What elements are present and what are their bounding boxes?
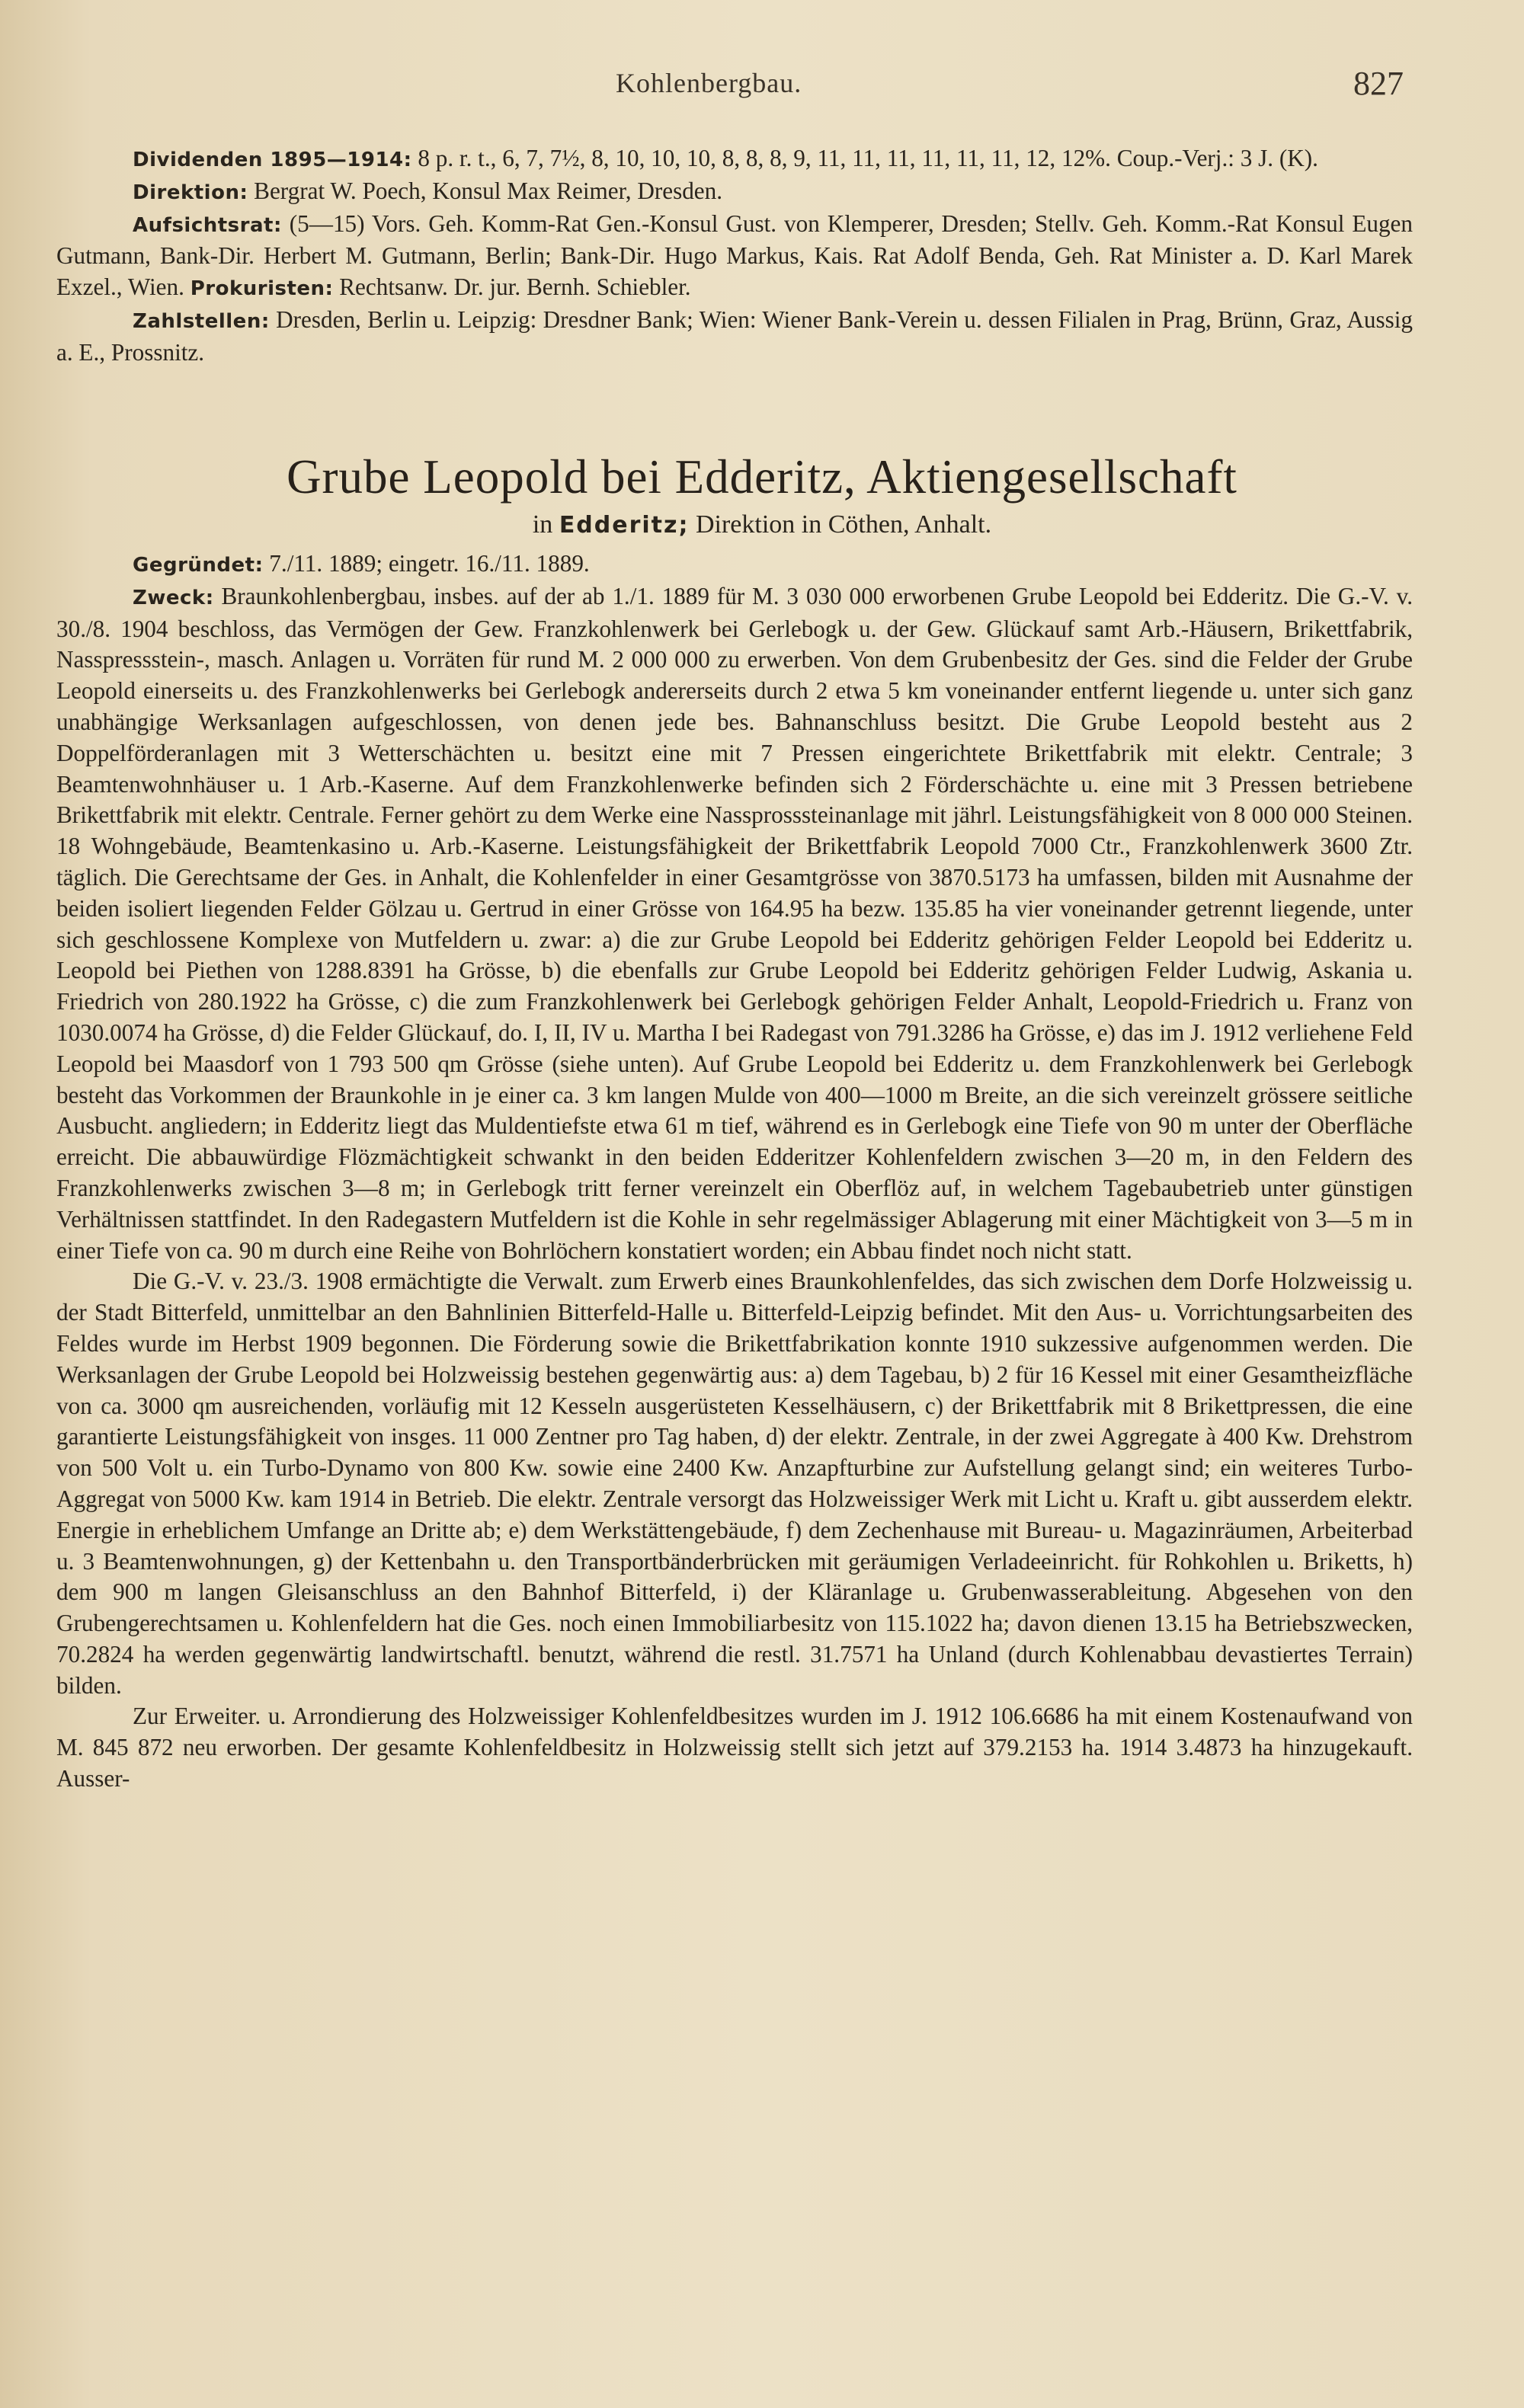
- aufsichtsrat-text: (5—15) Vors. Geh. Komm-Rat Gen.-Konsul Gust. von Klemperer, Dresden; Stellv. Geh. Komm.-Rat Konsul Eugen Gutmann, Bank-Dir. Herbert M. Gutmann, Berlin; Bank-Dir. Hugo Markus, Kais. Rat Adolf Benda, Geh. Rat Minister a. D. Karl Marek Exzel., Wien.: [56, 209, 1413, 301]
- company-subtitle: [0, 510, 1524, 539]
- direktion-text: Bergrat W. Poech, Konsul Max Reimer, Dresden.: [254, 177, 723, 204]
- dividenden-text: 8 p. r. t., 6, 7, 7½, 8, 10, 10, 10, 8, 8, 8, 9, 11, 11, 11, 11, 11, 11, 12, 12%. Coup.-Verj.: 3 J. (K).: [418, 145, 1318, 171]
- zahlstellen-paragraph: [56, 305, 1413, 369]
- zweck-paragraph: [56, 581, 1413, 1267]
- previous-entry-section: [56, 143, 1413, 369]
- zahlstellen-label: Zahlstellen:: [133, 309, 270, 333]
- company-sub-prefix: in: [532, 510, 553, 539]
- company-location: Edderitz;: [559, 512, 690, 539]
- gegruendet-label: Gegründet:: [133, 554, 264, 577]
- prokuristen-label: Prokuristen:: [190, 277, 334, 301]
- zweck-label: Zweck:: [133, 586, 214, 609]
- aufsichtsrat-label: Aufsichtsrat:: [133, 213, 282, 237]
- zweck-text: Braunkohlenbergbau, insbes. auf der ab 1./1. 1889 für M. 3 030 000 erworbenen Grube Leopold bei Edderitz. Die G.-V. v. 30./8. 1904 beschloss, das Vermögen der Gew. Franzkohlenwerk bei Gerlebogk u. der Gew. Glückauf samt Arb.-Häusern, Brikettfabrik, Nasspressstein-, masch. Anlagen u. Vorräten für rund M. 2 000 000 zu erwerben. Von dem Grubenbesitz der Ges. sind die Felder der Grube Leopold einerseits u. des Franzkohlenwerks bei Gerlebogk andererseits durch 2 etwa 5 km voneinander entfernt liegende u. unter sich ganz unabhängige Werksanlagen aufgeschlossen, von denen jede bes. Bahnanschluss besitzt. Die Grube Leopold besteht aus 2 Doppelförderanlagen mit 3 Wetterschächten u. besitzt eine mit 7 Pressen eingerichtete Brikettfabrik mit elektr. Centrale; 3 Beamtenwohnhäuser u. 1 Arb.-Kaserne. Auf dem Franzkohlenwerke befinden sich 2 Förderschächte u. eine mit 3 Pressen betriebene Brikettfabrik mit elektr. Centrale. Ferner gehört zu dem Werke eine Nassprosssteinanlage mit jährl. Leistungsfähigkeit von 8 000 000 Steinen. 18 Wohngebäude, Beamtenkasino u. Arb.-Kaserne. Leistungsfähigkeit der Brikettfabrik Leopold 7000 Ctr., Franzkohlenwerk 3600 Ztr. täglich. Die Gerechtsame der Ges. in Anhalt, die Kohlenfelder in einer Gesamtgrösse von 3870.5173 ha umfassen, bilden mit Ausnahme der beiden isoliert liegenden Felder Gölzau u. Gertrud in einer Grösse von 164.95 ha bezw. 135.85 ha vier voneinander getrennt liegende, unter sich geschlossene Komplexe von Mutfeldern u. zwar: a) die zur Grube Leopold bei Edderitz gehörigen Felder Leopold bei Edderitz u. Leopold bei Piethen von 1288.8391 ha Grösse, b) die ebenfalls zur Grube Leopold bei Edderitz gehörigen Felder Ludwig, Askania u. Friedrich von 280.1922 ha Grösse, c) die zum Franzkohlenwerk bei Gerlebogk gehörigen Felder Anhalt, Leopold-Friedrich u. Franz von 1030.0074 ha Grösse, d) die Felder Glückauf, do. I, II, IV u. Martha I bei Radegast von 791.3286 ha Grösse, e) das im J. 1912 verliehene Feld Leopold bei Maasdorf von 1 793 500 qm Grösse (siehe unten). Auf Grube Leopold bei Edderitz u. dem Franzkohlenwerk bei Gerlebogk besteht das Vorkommen der Braunkohle in je einer ca. 3 km langen Mulde von 400—1000 m Breite, an die sich vereinzelt grössere seitliche Ausbucht. angliedern; in Edderitz liegt das Muldentiefste etwa 61 m tief, während es in Gerlebogk eine Tiefe von 90 m unter der Oberfläche erreicht. Die abbauwürdige Flözmächtigkeit schwankt in den beiden Edderitzer Kohlenfeldern zwischen 3—20 m, in den Feldern des Franzkohlenwerks zwischen 3—8 m; in Gerlebogk tritt ferner vereinzelt ein Oberflöz auf, in welchem Tagebaubetrieb unter günstigen Verhältnissen stattfindet. In den Radegastern Mutfeldern ist die Kohle in sehr regelmässiger Ablagerung mit einer Mächtigkeit von 3—5 m in einer Tiefe von ca. 90 m durch eine Reihe von Bohrlöchern konstatiert worden; ein Abbau findet noch nicht statt.: [56, 582, 1414, 1264]
- company-sub-suffix: Direktion in Cöthen, Anhalt.: [695, 510, 992, 539]
- company-entry-body: [56, 548, 1413, 1795]
- direktion-paragraph: [56, 176, 1413, 209]
- company-title: Grube Leopold bei Edderitz, Aktiengesellschaft: [287, 450, 1237, 504]
- page-number: 827: [1353, 65, 1404, 102]
- running-title: Kohlenbergbau.: [616, 68, 802, 98]
- holzweissig-paragraph: Die G.-V. v. 23./3. 1908 ermächtigte die Verwalt. zum Erwerb eines Braunkohlenfeldes, das sich zwischen dem Dorfe Holzweissig u. der Stadt Bitterfeld, unmittelbar an den Bahnlinien Bitterfeld-Halle u. Bitterfeld-Leipzig befindet. Mit den Aus- u. Vorrichtungsarbeiten des Feldes wurde im Herbst 1909 begonnen. Die Förderung sowie die Brikettfabrikation konnte 1910 sukzessive aufgenommen werden. Die Werksanlagen der Grube Leopold bei Holzweissig bestehen gegenwärtig aus: a) dem Tagebau, b) 2 für 16 Kessel mit einer Gesamtheizfläche von ca. 3000 qm ausreichenden, vorläufig mit 12 Kesseln ausgerüsteten Kesselhäusern, c) der Brikettfabrik mit 8 Brikettpressen, die eine garantierte Leistungsfähigkeit von insges. 11 000 Zentner pro Tag haben, d) der elektr. Zentrale, in der zwei Aggregate à 400 Kw. Drehstrom von 500 Volt u. ein Turbo-Dynamo von 800 Kw. sowie eine 2400 Kw. Anzapfturbine zur Aufstellung gelangt sind; ein weiteres Turbo-Aggregat von 5000 Kw. kam 1914 in Betrieb. Die elektr. Zentrale versorgt das Holzweissiger Werk mit Licht u. Kraft u. gibt ausserdem elektr. Energie in erheblichem Umfange an Dritte ab; e) dem Werkstättengebäude, f) dem Zechenhause mit Bureau- u. Magazinräumen, Arbeiterbad u. 3 Beamtenwohnungen, g) der Kettenbahn u. den Transportbänderbrücken mit geräumigen Verladeeinricht. für Rohkohlen u. Briketts, h) dem 900 m langen Gleisanschluss an den Bahnhof Bitterfeld, i) der Kläranlage u. Grubenwasserableitung. Abgesehen von den Grubengerechtsamen u. Kohlenfeldern hat die Ges. noch einen Immobiliarbesitz von 115.1022 ha; davon dienen 13.15 ha Betriebszwecken, 70.2824 ha werden gegenwärtig landwirtschaftl. benutzt, während die restl. 31.7571 ha Unland (durch Kohlenabbau devastiertes Terrain) bilden.: [56, 1268, 1413, 1699]
- prokuristen-text: Rechtsanw. Dr. jur. Bernh. Schiebler.: [339, 273, 691, 301]
- aufsichtsrat-paragraph: [56, 209, 1413, 305]
- dividenden-paragraph: [56, 143, 1413, 176]
- gegruendet-text: 7./11. 1889; eingetr. 16./11. 1889.: [269, 550, 590, 577]
- zahlstellen-text: Dresden, Berlin u. Leipzig: Dresdner Bank; Wien: Wiener Bank-Verein u. dessen Filialen in Prag, Brünn, Graz, Aussig a. E., Prossnitz.: [56, 305, 1414, 366]
- running-head: [0, 67, 1524, 105]
- erweiterung-paragraph: Zur Erweiter. u. Arrondierung des Holzweissiger Kohlenfeldbesitzes wurden im J. 1912 106.6686 ha mit einem Kostenaufwand von M. 845 872 neu erworben. Der gesamte Kohlenfeldbesitz in Holzweissig stellt sich jetzt auf 379.2153 ha. 1914 3.4873 ha hinzugekauft. Ausser-: [56, 1703, 1413, 1792]
- gegruendet-paragraph: [56, 548, 1413, 581]
- direktion-label: Direktion:: [133, 181, 248, 204]
- dividenden-label: Dividenden 1895—1914:: [133, 149, 412, 171]
